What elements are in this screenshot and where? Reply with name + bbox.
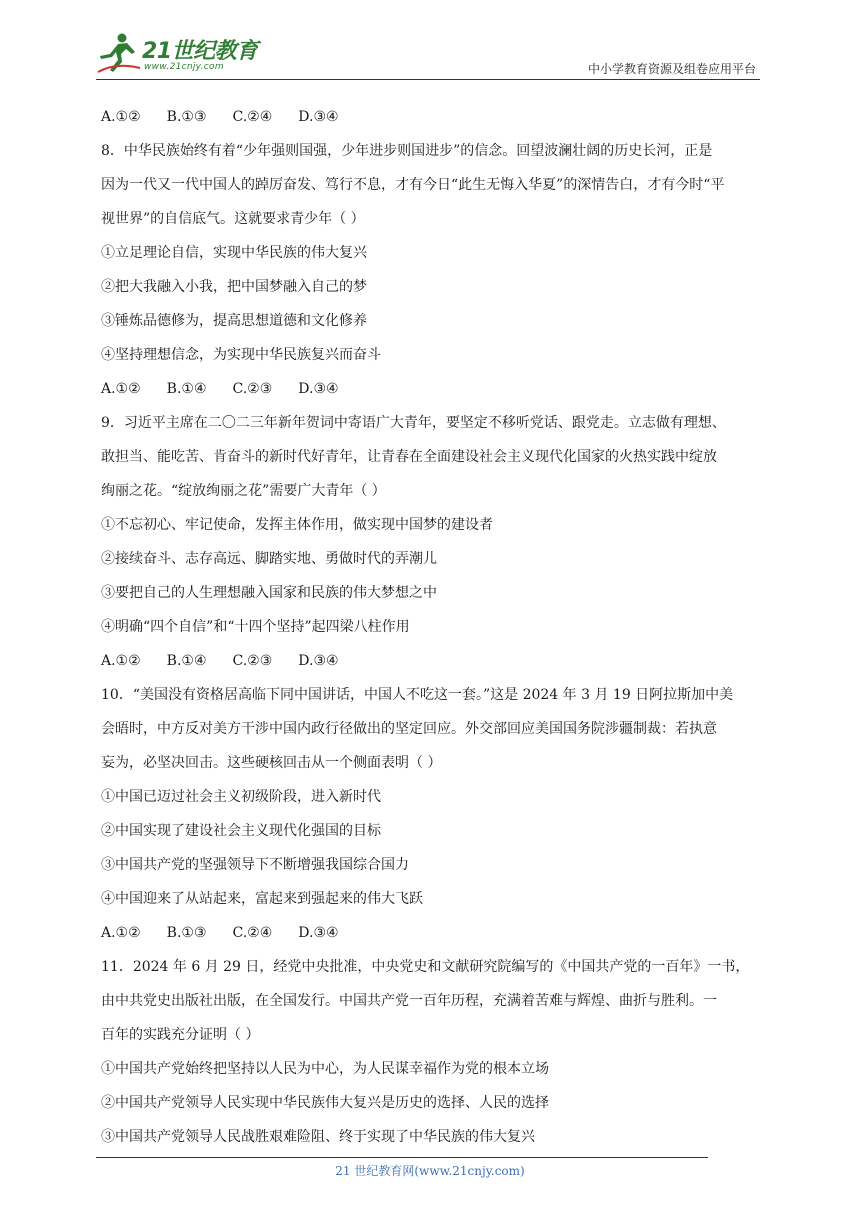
answer-choices <box>101 100 761 134</box>
text-line: 绚丽之花。“绽放绚丽之花”需要广大青年（ ） <box>101 483 386 499</box>
text-line: 视世界”的自信底气。这就要求青少年（ ） <box>101 211 365 227</box>
text-line: ②中国实现了建设社会主义现代化强国的目标 <box>101 823 381 839</box>
logo-url: www.21cnjy.com <box>144 62 224 72</box>
text-line: ①立足理论自信，实现中华民族的伟大复兴 <box>101 245 367 261</box>
answer-choices <box>101 644 761 678</box>
answer-option[interactable]: A.①② <box>101 653 141 669</box>
text-line: ④明确“四个自信”和“十四个坚持”起四梁八柱作用 <box>101 619 410 635</box>
text-line: 因为一代又一代中国人的踔厉奋发、笃行不息，才有今日“此生无悔入华夏”的深情告白，才有今时“平 <box>101 177 725 193</box>
text-line: 10．“美国没有资格居高临下同中国讲话，中国人不吃这一套。”这是 2024 年 3 月 19 日阿拉斯加中美 <box>101 687 734 703</box>
logo-text: 21世纪教育 <box>142 39 258 64</box>
answer-choices <box>101 916 761 950</box>
text-line: ①中国已迈过社会主义初级阶段，进入新时代 <box>101 789 381 805</box>
text-line: 9．习近平主席在二〇二三年新年贺词中寄语广大青年，要坚定不移听党话、跟党走。立志做有理想、 <box>101 415 726 431</box>
answer-option[interactable]: D.③④ <box>298 925 339 941</box>
answer-option[interactable]: C.②④ <box>232 109 273 125</box>
text-line: 8．中华民族始终有着“少年强则国强，少年进步则国进步”的信念。回望波澜壮阔的历史长河，正是 <box>101 143 713 159</box>
header-divider <box>96 79 760 80</box>
text-line: ④中国迎来了从站起来，富起来到强起来的伟大飞跃 <box>101 891 423 907</box>
text-line: ①不忘初心、牢记使命，发挥主体作用，做实现中国梦的建设者 <box>101 517 493 533</box>
text-line: ②把大我融入小我，把中国梦融入自己的梦 <box>101 279 367 295</box>
answer-option[interactable]: B.①④ <box>166 653 207 669</box>
text-line: 敢担当、能吃苦、肯奋斗的新时代好青年，让青春在全面建设社会主义现代化国家的火热实践中绽放 <box>101 449 717 465</box>
answer-option[interactable]: B.①④ <box>166 381 207 397</box>
text-line: ②接续奋斗、志存高远、脚踏实地、勇做时代的弄潮儿 <box>101 551 437 567</box>
text-line: ③中国共产党的坚强领导下不断增强我国综合国力 <box>101 857 409 873</box>
platform-name: 中小学教育资源及组卷应用平台 <box>587 62 756 76</box>
answer-option[interactable]: D.③④ <box>298 109 339 125</box>
footer-divider <box>96 1157 708 1158</box>
answer-option[interactable]: C.②③ <box>232 653 273 669</box>
text-line: 妄为，必坚决回击。这些硬核回击从一个侧面表明（ ） <box>101 755 442 771</box>
text-line: ②中国共产党领导人民实现中华民族伟大复兴是历史的选择、人民的选择 <box>101 1095 549 1111</box>
answer-option[interactable]: A.①② <box>101 925 141 941</box>
text-line: 由中共党史出版社出版，在全国发行。中国共产党一百年历程，充满着苦难与辉煌、曲折与胜利。一 <box>101 993 717 1009</box>
text-line: 11．2024 年 6 月 29 日，经党中央批准，中央党史和文献研究院编写的《中国共产党的一百年》一书， <box>101 959 750 975</box>
exam-content <box>101 100 761 1154</box>
text-line: 百年的实践充分证明（ ） <box>101 1027 260 1043</box>
answer-option[interactable]: C.②③ <box>232 381 273 397</box>
text-line: ①中国共产党始终把坚持以人民为中心，为人民谋幸福作为党的根本立场 <box>101 1061 549 1077</box>
answer-option[interactable]: B.①③ <box>166 109 207 125</box>
answer-option[interactable]: D.③④ <box>298 653 339 669</box>
text-line: ③中国共产党领导人民战胜艰难险阻、终于实现了中华民族的伟大复兴 <box>101 1129 535 1145</box>
answer-option[interactable]: C.②④ <box>232 925 273 941</box>
text-line: ④坚持理想信念，为实现中华民族复兴而奋斗 <box>101 347 381 363</box>
answer-choices <box>101 372 761 406</box>
runner-logo-icon <box>96 32 142 76</box>
site-logo[interactable] <box>96 32 266 76</box>
text-line: 会晤时，中方反对美方干涉中国内政行径做出的坚定回应。外交部回应美国国务院涉疆制裁：若执意 <box>101 721 717 737</box>
answer-option[interactable]: D.③④ <box>298 381 339 397</box>
answer-option[interactable]: A.①② <box>101 381 141 397</box>
text-line: ③锤炼品德修为，提高思想道德和文化修养 <box>101 313 367 329</box>
answer-option[interactable]: B.①③ <box>166 925 207 941</box>
answer-option[interactable]: A.①② <box>101 109 141 125</box>
text-line: ③要把自己的人生理想融入国家和民族的伟大梦想之中 <box>101 585 437 601</box>
footer-source[interactable]: 21 世纪教育网(www.21cnjy.com) <box>335 1164 525 1178</box>
page-header <box>96 26 760 80</box>
